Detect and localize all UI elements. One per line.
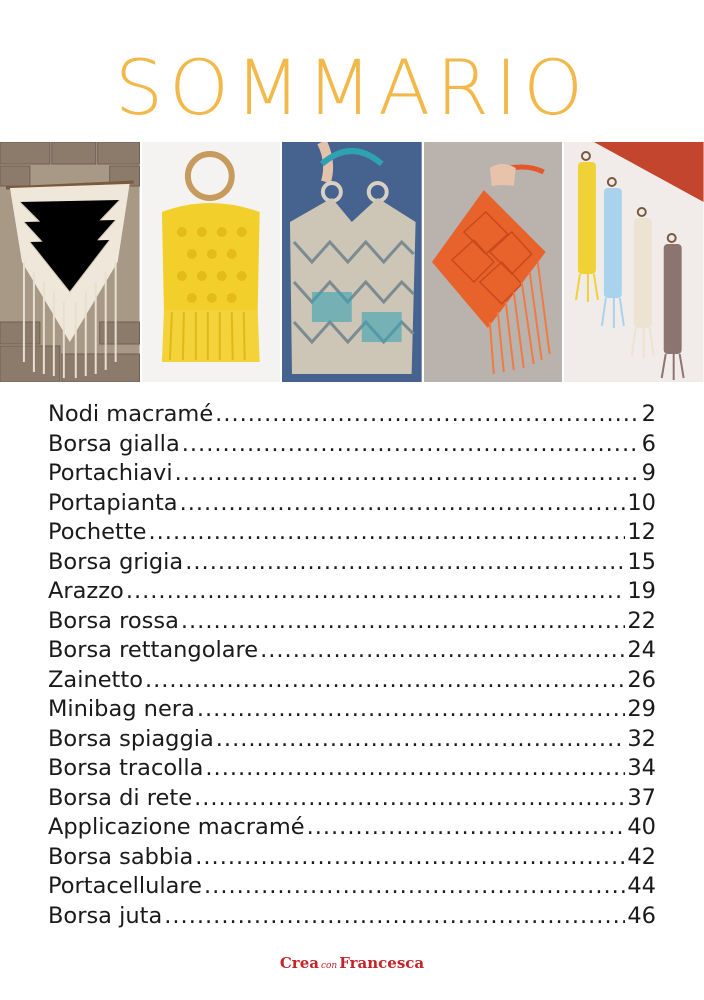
toc-entry <box>48 400 656 430</box>
toc-entry-title: Minibag nera <box>48 696 195 722</box>
toc-entry <box>48 813 656 843</box>
toc-entry-page: 6 <box>641 430 656 457</box>
toc-entry <box>48 577 656 607</box>
photo-wall-hanging <box>0 142 140 382</box>
photo-keychains <box>564 142 704 382</box>
toc-entry-page: 32 <box>627 725 656 752</box>
toc-entry <box>48 518 656 548</box>
toc-entry-page: 10 <box>627 489 656 516</box>
toc-entry-title: Borsa rossa <box>48 607 179 634</box>
toc-entry-title: Applicazione macramé <box>48 814 305 840</box>
toc-entry <box>48 695 656 725</box>
toc-entry <box>48 636 656 666</box>
toc-entry-title: Borsa juta <box>48 902 163 929</box>
toc-leader-dots <box>175 459 640 489</box>
toc-entry-title: Borsa sabbia <box>48 843 194 870</box>
toc-leader-dots <box>260 636 625 666</box>
toc-entry-page: 22 <box>627 607 656 634</box>
toc-entry-title: Portapianta <box>48 489 178 516</box>
toc-leader-dots <box>185 548 625 578</box>
footer-logo-part1: Crea <box>279 954 319 972</box>
toc-entry-title: Borsa tracolla <box>48 755 204 781</box>
toc-entry-page: 12 <box>627 519 656 545</box>
toc-entry <box>48 489 656 519</box>
toc-entry <box>48 459 656 489</box>
toc-entry <box>48 872 656 902</box>
photo-orange-pochette <box>424 142 563 382</box>
toc-entry-page: 26 <box>627 666 656 693</box>
photo-net-bag <box>282 142 422 382</box>
toc-entry-page: 24 <box>627 637 656 663</box>
toc-entry-page: 42 <box>627 843 656 870</box>
toc-entry <box>48 754 656 784</box>
toc-entry-title: Portachiavi <box>48 460 173 486</box>
toc-entry-title: Zainetto <box>48 666 143 693</box>
toc-leader-dots <box>197 695 626 725</box>
toc-entry-page: 29 <box>627 696 656 722</box>
toc-leader-dots <box>194 784 625 814</box>
toc-leader-dots <box>195 843 625 873</box>
toc-entry <box>48 548 656 578</box>
toc-entry-page: 15 <box>627 548 656 575</box>
toc-entry-page: 34 <box>627 755 656 781</box>
photo-strip <box>0 142 704 382</box>
toc-entry-page: 2 <box>641 401 656 427</box>
toc-leader-dots <box>181 607 625 637</box>
toc-entry-title: Borsa spiaggia <box>48 725 214 752</box>
toc-entry-page: 19 <box>627 578 656 604</box>
footer-logo-part2: con <box>320 961 338 971</box>
toc-entry <box>48 843 656 873</box>
toc-entry <box>48 607 656 637</box>
toc-leader-dots <box>145 666 625 696</box>
toc-entry-title: Pochette <box>48 519 147 545</box>
toc-entry-title: Borsa di rete <box>48 784 193 811</box>
toc-leader-dots <box>182 430 640 460</box>
toc-entry-page: 9 <box>641 460 656 486</box>
table-of-contents <box>48 400 656 931</box>
toc-leader-dots <box>215 400 640 430</box>
toc-entry-page: 40 <box>627 814 656 840</box>
toc-entry-title: Arazzo <box>48 578 124 604</box>
toc-entry-title: Nodi macramé <box>48 401 214 427</box>
toc-entry <box>48 725 656 755</box>
toc-entry-title: Borsa gialla <box>48 430 180 457</box>
toc-leader-dots <box>216 725 626 755</box>
footer-logo-part3: Francesca <box>339 954 425 972</box>
toc-entry-page: 46 <box>627 902 656 929</box>
toc-entry <box>48 784 656 814</box>
photo-yellow-bag <box>142 142 281 382</box>
toc-entry-page: 44 <box>627 873 656 899</box>
page-title: SOMMARIO <box>114 43 590 132</box>
toc-entry <box>48 902 656 932</box>
toc-entry-title: Portacellulare <box>48 873 203 899</box>
toc-entry <box>48 430 656 460</box>
toc-leader-dots <box>180 489 626 519</box>
toc-leader-dots <box>126 577 626 607</box>
toc-leader-dots <box>149 518 626 548</box>
toc-entry <box>48 666 656 696</box>
toc-leader-dots <box>204 872 625 902</box>
toc-entry-title: Borsa rettangolare <box>48 637 259 663</box>
toc-leader-dots <box>164 902 625 932</box>
toc-entry-title: Borsa grigia <box>48 548 184 575</box>
footer-logo <box>0 954 704 972</box>
toc-leader-dots <box>307 813 626 843</box>
toc-entry-page: 37 <box>627 784 656 811</box>
toc-leader-dots <box>205 754 625 784</box>
